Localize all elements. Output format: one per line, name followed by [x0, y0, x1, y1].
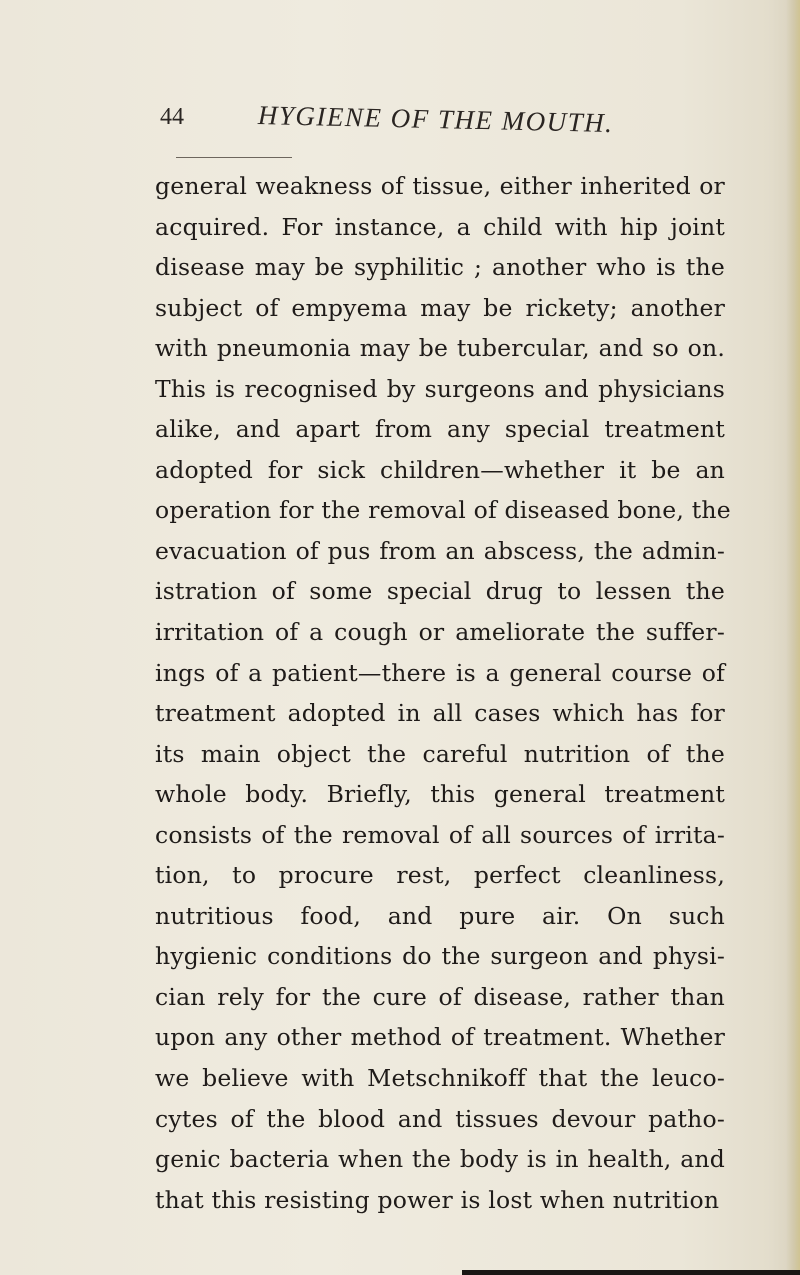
text-line: upon any other method of treatment. Whether — [155, 1023, 725, 1052]
text-line: hygienic conditions do the surgeon and physi- — [155, 942, 725, 971]
text-line: disease may be syphilitic ; another who is the — [155, 253, 725, 282]
bottom-rule — [462, 1270, 800, 1275]
text-line: tion, to procure rest, perfect cleanliness, — [155, 861, 725, 890]
text-line: with pneumonia may be tubercular, and so on. — [155, 334, 725, 363]
text-line: cytes of the blood and tissues devour patho- — [155, 1104, 725, 1133]
text-line: nutritious food, and pure air. On such — [155, 901, 725, 930]
header-rule — [176, 157, 292, 158]
text-line: irritation of a cough or ameliorate the suffer- — [155, 618, 725, 647]
page-header — [160, 100, 720, 140]
text-line: acquired. For instance, a child with hip joint — [155, 212, 725, 241]
text-line: alike, and apart from any special treatment — [155, 415, 725, 444]
text-line: treatment adopted in all cases which has for — [155, 699, 725, 728]
text-line: consists of the removal of all sources of irrita- — [155, 820, 725, 849]
text-line: cian rely for the cure of disease, rather than — [155, 982, 725, 1011]
text-line: ings of a patient—there is a general course of — [155, 658, 725, 687]
text-line: evacuation of pus from an abscess, the admin- — [155, 536, 725, 565]
page-number: 44 — [160, 104, 184, 130]
text-line: subject of empyema may be rickety; another — [155, 293, 725, 322]
page-edge-shadow — [786, 0, 800, 1275]
text-line: adopted for sick children—whether it be an — [155, 455, 725, 484]
text-line: that this resisting power is lost when nutrition — [155, 1185, 720, 1214]
text-line: its main object the careful nutrition of the — [155, 739, 725, 768]
body-text — [155, 166, 731, 1220]
text-line: general weakness of tissue, either inherited or — [155, 172, 725, 200]
text-line: istration of some special drug to lessen the — [155, 577, 725, 606]
text-line: whole body. Briefly, this general treatment — [155, 780, 725, 809]
text-line: we believe with Metschnikoff that the leuco- — [155, 1064, 725, 1093]
running-head: HYGIENE OF THE MOUTH. — [257, 100, 614, 139]
text-line: This is recognised by surgeons and physicians — [155, 374, 725, 403]
text-line: operation for the removal of diseased bone, the — [155, 496, 731, 525]
text-line: genic bacteria when the body is in health, and — [155, 1145, 725, 1174]
